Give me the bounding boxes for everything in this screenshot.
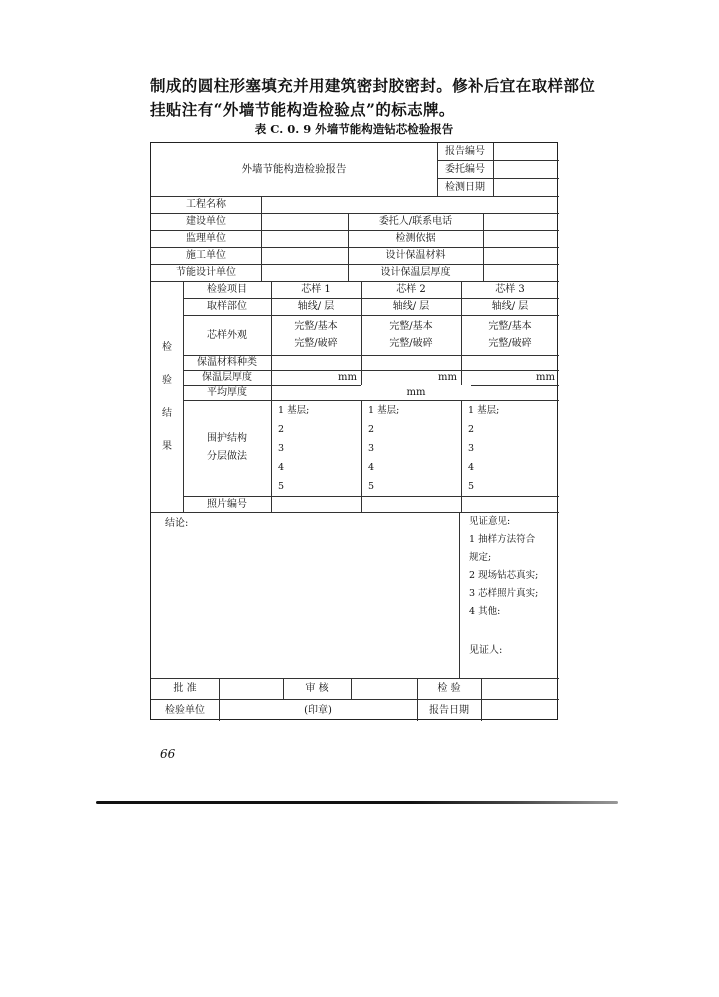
- sample-1-layers: [278, 401, 309, 496]
- report-number-label: 报告编号: [445, 146, 485, 157]
- approve-label: 批 准: [173, 683, 197, 694]
- average-thickness-unit: mm: [361, 385, 471, 400]
- sample-1-thickness-unit: mm: [338, 372, 357, 383]
- energy-designer-label: 节能设计单位: [176, 267, 236, 278]
- appearance-line-2: 完整/破碎: [389, 338, 433, 349]
- report-title: 外墙节能构造检验报告: [241, 163, 347, 175]
- layer-3: 3: [368, 443, 375, 454]
- sample-2-layers: [368, 401, 399, 496]
- side-char-3: 结: [162, 407, 172, 419]
- layer-3: 3: [468, 443, 475, 454]
- layer-2: 2: [368, 424, 375, 435]
- test-date-label: 检测日期: [445, 181, 485, 193]
- layer-2: 2: [278, 424, 285, 435]
- layer-4: 4: [278, 462, 285, 473]
- layer-1: 1 基层;: [368, 405, 400, 416]
- layer-5: 5: [468, 481, 475, 492]
- appearance-line-1: 完整/基本: [389, 321, 433, 332]
- sample-3-layers: [468, 401, 499, 496]
- inspect-label: 检 验: [437, 683, 461, 694]
- bottom-rule: [96, 801, 618, 804]
- appearance-line-2: 完整/破碎: [488, 338, 532, 349]
- layer-5: 5: [278, 481, 285, 492]
- sample-3-location: 轴线/ 层: [491, 301, 529, 312]
- result-side-label: [151, 281, 183, 512]
- sample-3-appearance: [461, 315, 559, 355]
- sample-2-header: 芯样 2: [396, 284, 426, 295]
- intro-line-2: 挂贴注有“外墙节能构造检验点”的标志牌。: [150, 100, 455, 119]
- appearance-line-1: 完整/基本: [488, 321, 532, 332]
- intro-line-1: 制成的圆柱形塞填充并用建筑密封胶密封。修补后宜在取样部位: [150, 76, 596, 95]
- layers-label-line-2: 分层做法: [207, 451, 247, 462]
- commission-number-label: 委托编号: [445, 163, 485, 175]
- conclusion-label: 结论:: [165, 517, 189, 529]
- sample-3-header: 芯样 3: [495, 284, 525, 295]
- layer-2: 2: [468, 424, 475, 435]
- review-label: 审 核: [305, 683, 329, 694]
- insulation-thickness-label: 保温层厚度: [202, 372, 252, 383]
- sample-1-location: 轴线/ 层: [297, 301, 335, 312]
- envelope-layers-label: [183, 400, 271, 496]
- layers-label-line-1: 围护结构: [207, 433, 247, 444]
- inspection-unit-label: 检验单位: [165, 704, 205, 716]
- sample-3-thickness-unit: mm: [536, 372, 555, 383]
- test-basis-label: 检测依据: [395, 233, 436, 244]
- constructor-label: 施工单位: [186, 250, 226, 261]
- design-material-label: 设计保温材料: [385, 250, 446, 261]
- witness-opinion: [469, 513, 538, 621]
- layer-3: 3: [278, 443, 285, 454]
- witness-item-5: 4 其他:: [469, 606, 501, 617]
- sample-1-header: 芯样 1: [301, 284, 331, 295]
- average-thickness-label: 平均厚度: [207, 387, 247, 398]
- sample-appearance-label: 芯样外观: [207, 329, 247, 341]
- insulation-material-type-label: 保温材料种类: [197, 357, 257, 368]
- sample-2-location: 轴线/ 层: [392, 301, 430, 312]
- intro-paragraph: [150, 74, 596, 122]
- inspection-report-form: [150, 142, 558, 720]
- witness-item-1: 1 抽样方法符合: [469, 534, 536, 545]
- design-thickness-label: 设计保温层厚度: [380, 267, 451, 278]
- sampling-location-label: 取样部位: [207, 301, 247, 312]
- side-char-4: 果: [162, 440, 172, 452]
- sample-2-thickness-unit: mm: [438, 372, 457, 383]
- supervisor-label: 监理单位: [186, 233, 226, 244]
- layer-4: 4: [368, 462, 375, 473]
- table-caption: 表 C. 0. 9 外墙节能构造钻芯检验报告: [254, 122, 454, 136]
- side-char-2: 验: [162, 374, 172, 386]
- builder-label: 建设单位: [186, 216, 226, 227]
- witness-title: 见证意见:: [469, 516, 511, 527]
- seal-label: (印章): [304, 704, 332, 716]
- appearance-line-1: 完整/基本: [294, 321, 338, 332]
- layer-5: 5: [368, 481, 375, 492]
- sample-2-appearance: [361, 315, 461, 355]
- sample-1-appearance: [271, 315, 361, 355]
- project-name-label: 工程名称: [186, 199, 226, 210]
- layer-4: 4: [468, 462, 475, 473]
- layer-1: 1 基层;: [468, 405, 500, 416]
- witness-person-label: 见证人:: [469, 644, 503, 656]
- side-char-1: 检: [162, 341, 172, 353]
- appearance-line-2: 完整/破碎: [294, 338, 338, 349]
- witness-item-4: 3 芯样照片真实;: [469, 588, 539, 599]
- photo-number-label: 照片编号: [207, 498, 247, 510]
- test-item-header: 检验项目: [207, 284, 247, 295]
- client-phone-label: 委托人/联系电话: [378, 216, 453, 227]
- page-number: 66: [160, 747, 176, 761]
- report-date-label: 报告日期: [429, 704, 469, 716]
- witness-item-3: 2 现场钻芯真实;: [469, 570, 539, 581]
- layer-1: 1 基层;: [278, 405, 310, 416]
- witness-item-2: 规定;: [469, 552, 492, 563]
